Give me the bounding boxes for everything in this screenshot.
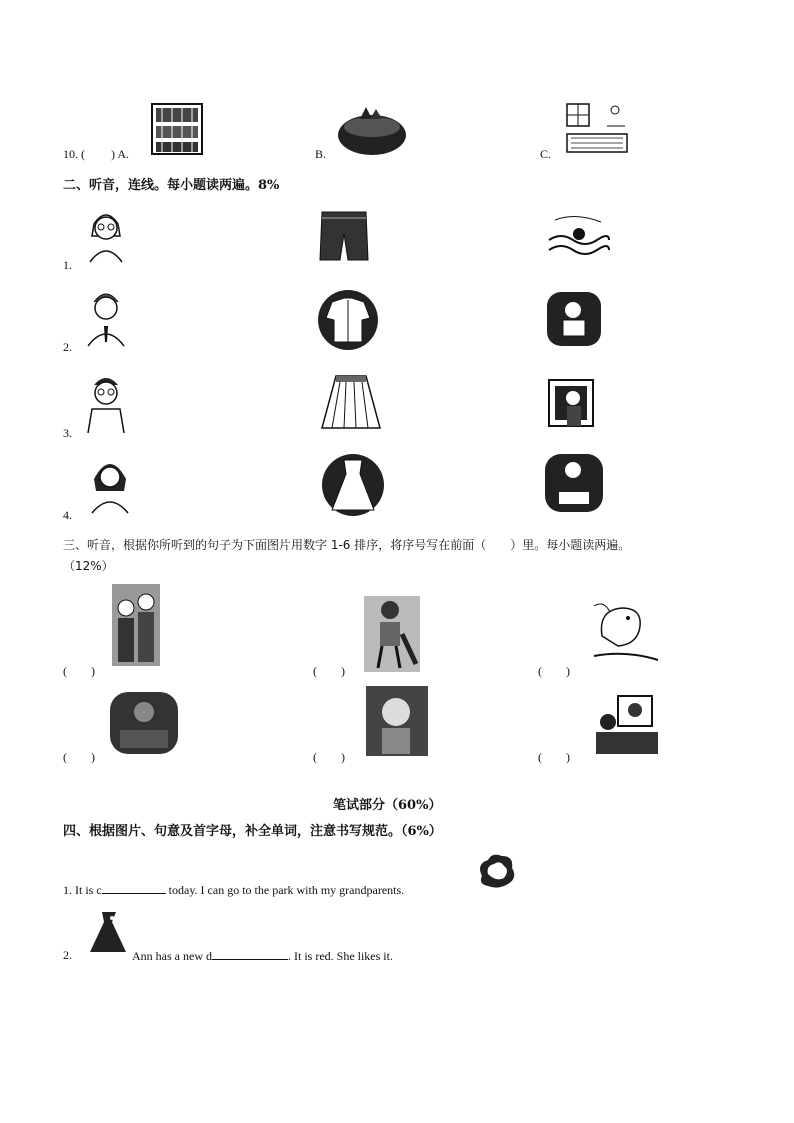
q2-suffix: . It is red. She likes it. bbox=[287, 949, 393, 963]
q10-option-b-label: B. bbox=[315, 147, 327, 161]
section2-item-number: 1. bbox=[63, 258, 72, 272]
section3-heading-score: （12%） bbox=[63, 559, 114, 573]
dress-silhouette-picture bbox=[86, 906, 130, 956]
girl-with-glasses-picture bbox=[84, 204, 128, 264]
answer-paren[interactable]: ( ) bbox=[63, 664, 95, 678]
skirt-picture bbox=[318, 370, 384, 436]
swimming-picture bbox=[545, 210, 611, 266]
bedroom-picture bbox=[563, 100, 633, 156]
q2-answer-blank[interactable] bbox=[212, 948, 288, 960]
woman-picture bbox=[88, 451, 132, 515]
man-with-tie-picture bbox=[84, 286, 128, 348]
q10-row bbox=[63, 147, 129, 162]
section4-question-1 bbox=[63, 882, 404, 898]
cake-picture bbox=[336, 105, 408, 157]
shorts-picture bbox=[316, 208, 372, 264]
man-with-glasses-picture bbox=[84, 369, 128, 435]
section3-heading: 三、听音，根据你所听到的句子为下面图片用数字 1-6 排序，将序号写在前面（ ）里。每小题读两遍。 bbox=[63, 538, 631, 552]
section2-heading: 二、听音，连线。每小题读两遍。8% bbox=[63, 178, 280, 193]
section2-item-number: 3. bbox=[63, 426, 72, 440]
shop-scene-picture bbox=[592, 692, 662, 758]
written-part-title: 笔试部分（60%） bbox=[333, 798, 442, 813]
answer-paren[interactable]: ( ) bbox=[538, 750, 570, 764]
bookshelf-picture bbox=[150, 100, 204, 156]
answer-paren[interactable]: ( ) bbox=[63, 750, 95, 764]
q1-prefix: 1. It is c bbox=[63, 883, 102, 897]
q10-number: 10. ( bbox=[63, 147, 85, 161]
bird-picture bbox=[588, 596, 662, 668]
section2-item-number: 2. bbox=[63, 340, 72, 354]
q1-suffix: today. I can go to the park with my grandparents. bbox=[168, 883, 405, 897]
q2-prefix: Ann has a new d bbox=[132, 949, 212, 963]
teacher-picture bbox=[364, 684, 430, 758]
writing-boy-picture bbox=[543, 452, 605, 514]
q10-option-c-label: C. bbox=[540, 147, 552, 161]
family-picture bbox=[110, 582, 162, 668]
reading-boy-picture bbox=[545, 290, 603, 348]
cloudy-weather-picture bbox=[474, 850, 518, 892]
section2-item-number: 4. bbox=[63, 508, 72, 522]
q2-number: 2. bbox=[63, 948, 72, 962]
night-scene-picture bbox=[108, 690, 180, 756]
dress-picture bbox=[320, 452, 386, 518]
q1-answer-blank[interactable] bbox=[102, 882, 166, 894]
section4-heading: 四、根据图片、句意及首字母，补全单词，注意书写规范。（6%） bbox=[63, 824, 442, 839]
answer-paren[interactable]: ( ) bbox=[313, 750, 345, 764]
shirt-picture bbox=[316, 288, 380, 350]
blackboard-boy-picture bbox=[545, 374, 603, 434]
answer-paren[interactable]: ( ) bbox=[538, 664, 570, 678]
q10-option-a-label: ) A. bbox=[111, 147, 129, 161]
section4-question-2 bbox=[132, 948, 393, 964]
boy-with-bat-picture bbox=[362, 594, 422, 674]
answer-paren[interactable]: ( ) bbox=[313, 664, 345, 678]
